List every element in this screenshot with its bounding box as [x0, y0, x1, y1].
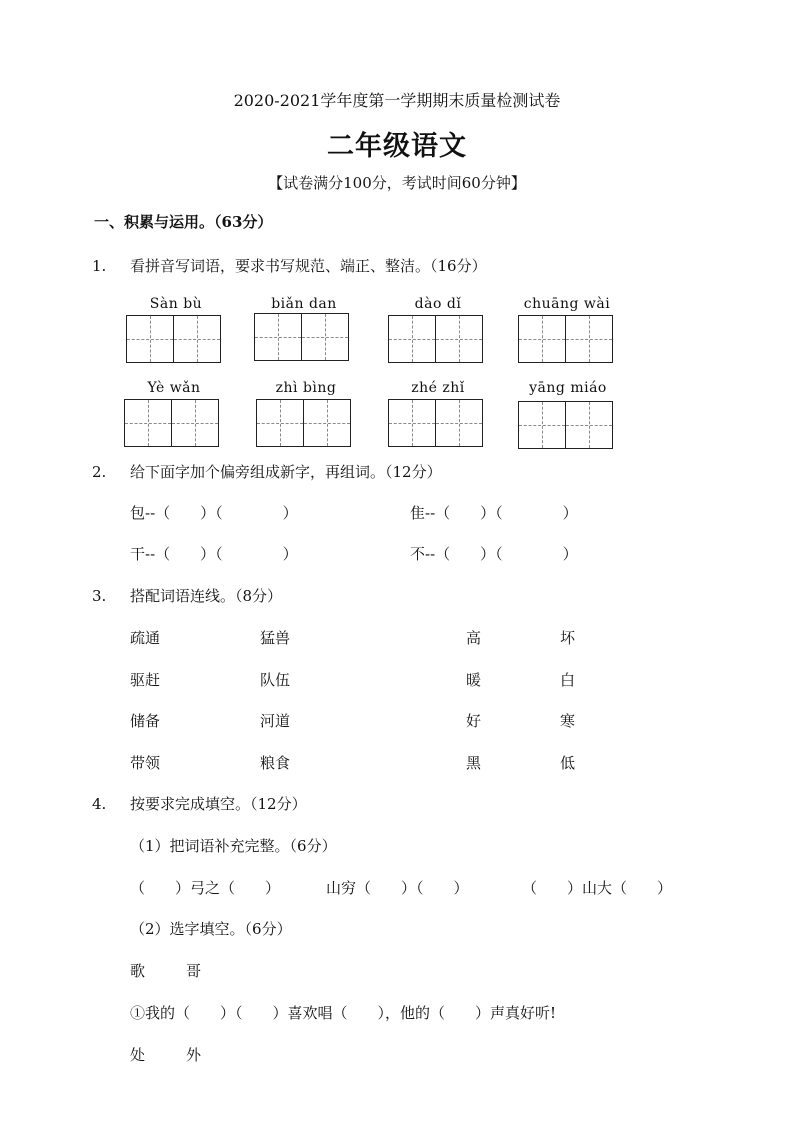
writing-grid[interactable] — [388, 315, 483, 363]
antonym-word-left[interactable]: 暖 — [466, 671, 482, 689]
idiom-blank[interactable]: 山穷（ ）（ ） — [326, 879, 469, 897]
fill-blank-item[interactable]: 不--（ ）（ ） — [410, 545, 578, 563]
idiom-blank[interactable]: （ ）山大（ ） — [522, 879, 673, 897]
exam-note: 【试卷满分100分，考试时间60分钟】 — [268, 174, 526, 192]
writing-cell[interactable] — [518, 315, 566, 363]
antonym-word-left[interactable]: 黑 — [466, 754, 482, 772]
antonym-word-left[interactable]: 好 — [466, 712, 482, 730]
pinyin-label: zhé zhǐ — [411, 380, 465, 396]
writing-grid[interactable] — [388, 399, 483, 447]
question-number: 1. — [92, 257, 107, 275]
antonym-word-right[interactable]: 低 — [560, 754, 576, 772]
writing-grid[interactable] — [518, 401, 613, 449]
antonym-word-right[interactable]: 寒 — [560, 712, 576, 730]
writing-grid[interactable] — [126, 315, 221, 363]
pinyin-label: Yè wǎn — [147, 380, 201, 396]
antonym-word-right[interactable]: 白 — [560, 671, 576, 689]
fill-blank-item[interactable]: 干--（ ）（ ） — [130, 545, 298, 563]
match-word-right[interactable]: 队伍 — [260, 671, 291, 689]
writing-grid[interactable] — [124, 399, 219, 447]
writing-cell[interactable] — [565, 401, 613, 449]
writing-cell[interactable] — [565, 315, 613, 363]
choice-char: 外 — [186, 1046, 202, 1064]
pinyin-label: zhì bìng — [275, 380, 337, 396]
match-word-right[interactable]: 河道 — [260, 712, 291, 730]
question-number: 2. — [92, 463, 107, 481]
idiom-blank[interactable]: （ ）弓之（ ） — [130, 879, 281, 897]
choice-char: 歌 — [130, 962, 146, 980]
writing-cell[interactable] — [435, 315, 483, 363]
exam-year-title: 2020-2021学年度第一学期期末质量检测试卷 — [233, 91, 561, 110]
grade-title: 二年级语文 — [327, 131, 467, 162]
choice-char: 处 — [130, 1046, 146, 1064]
question-text: 看拼音写词语，要求书写规范、端正、整洁。（16分） — [130, 257, 487, 275]
question-text: 给下面字加个偏旁组成新字，再组词。（12分） — [130, 463, 442, 481]
writing-cell[interactable] — [435, 399, 483, 447]
antonym-word-left[interactable]: 高 — [466, 629, 482, 647]
section-title: 一、积累与运用。（63分） — [94, 213, 273, 231]
writing-cell[interactable] — [126, 315, 174, 363]
match-word-left[interactable]: 驱赶 — [130, 671, 161, 689]
writing-cell[interactable] — [254, 313, 302, 361]
fill-blank-item[interactable]: 包--（ ）（ ） — [130, 504, 298, 522]
fill-sentence[interactable]: ①我的（ ）（ ）喜欢唱（ ），他的（ ）声真好听! — [130, 1004, 557, 1022]
question-text: 按要求完成填空。（12分） — [130, 795, 307, 813]
writing-cell[interactable] — [388, 399, 436, 447]
pinyin-label: biǎn dan — [271, 296, 337, 312]
match-word-left[interactable]: 带领 — [130, 754, 161, 772]
pinyin-label: chuāng wài — [523, 296, 611, 312]
question-number: 3. — [92, 587, 107, 605]
sub-question: （1）把词语补充完整。（6分） — [130, 837, 337, 855]
question-text: 搭配词语连线。（8分） — [130, 587, 283, 605]
choice-char: 哥 — [186, 962, 202, 980]
writing-grid[interactable] — [254, 313, 349, 361]
writing-cell[interactable] — [518, 401, 566, 449]
writing-grid[interactable] — [518, 315, 613, 363]
writing-cell[interactable] — [303, 399, 351, 447]
match-word-right[interactable]: 猛兽 — [260, 629, 291, 647]
question-number: 4. — [92, 795, 107, 813]
sub-question: （2）选字填空。（6分） — [130, 920, 292, 938]
antonym-word-right[interactable]: 坏 — [560, 629, 576, 647]
match-word-left[interactable]: 疏通 — [130, 629, 161, 647]
writing-cell[interactable] — [301, 313, 349, 361]
match-word-right[interactable]: 粮食 — [260, 754, 291, 772]
pinyin-label: Sàn bù — [149, 296, 203, 312]
writing-cell[interactable] — [388, 315, 436, 363]
writing-cell[interactable] — [124, 399, 172, 447]
pinyin-label: yāng miáo — [529, 380, 607, 396]
match-word-left[interactable]: 储备 — [130, 712, 161, 730]
writing-cell[interactable] — [173, 315, 221, 363]
fill-blank-item[interactable]: 隹--（ ）（ ） — [410, 504, 578, 522]
writing-cell[interactable] — [256, 399, 304, 447]
pinyin-label: dào dǐ — [414, 296, 462, 312]
writing-grid[interactable] — [256, 399, 351, 447]
writing-cell[interactable] — [171, 399, 219, 447]
